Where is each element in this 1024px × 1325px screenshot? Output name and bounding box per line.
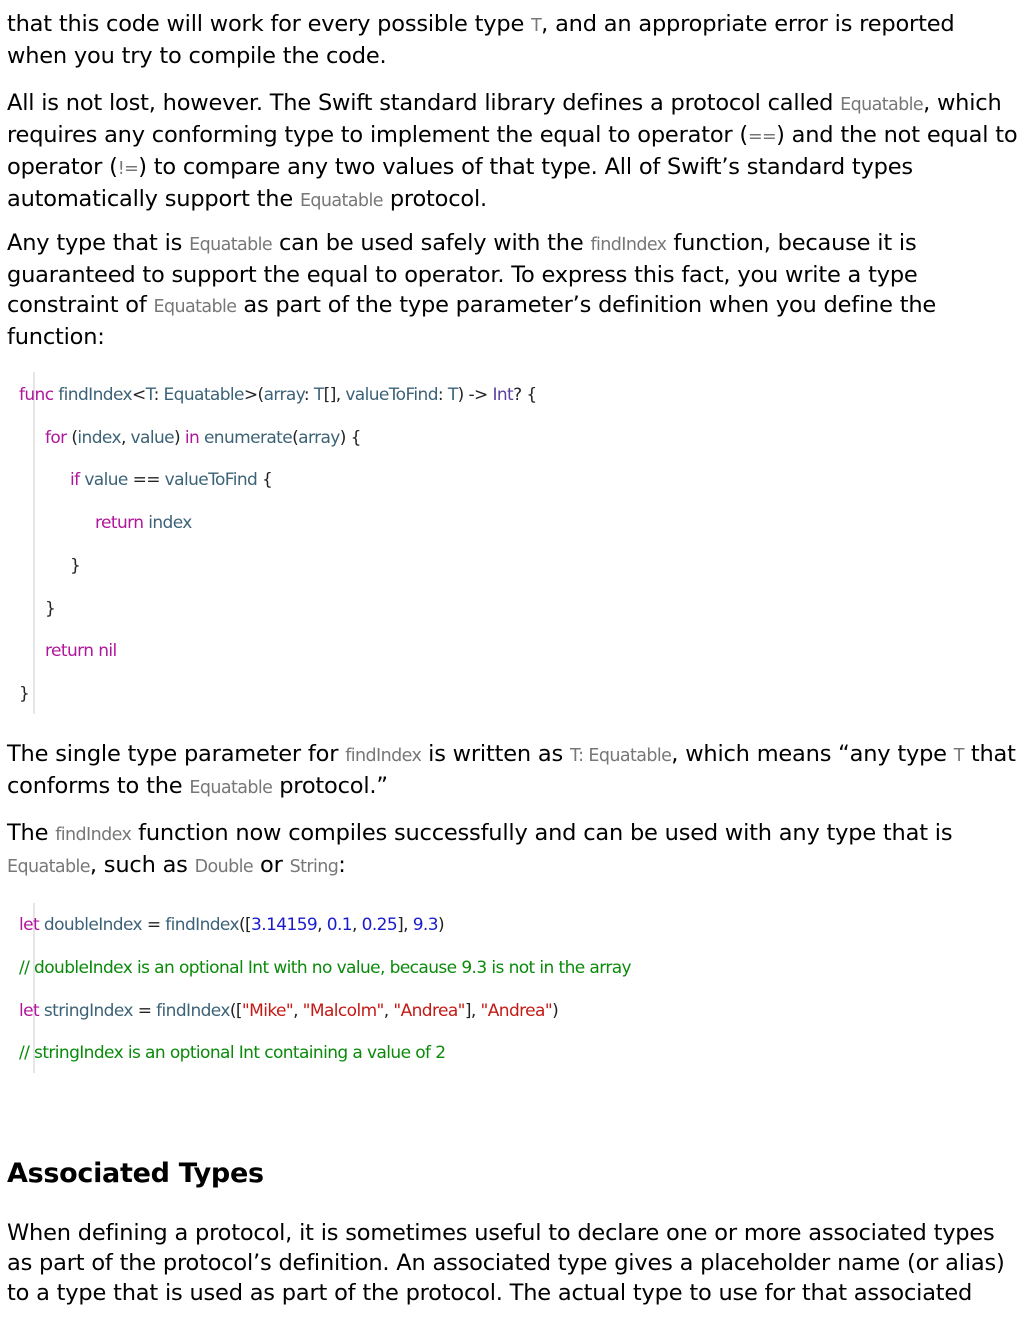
inline-code: Equatable (153, 297, 237, 317)
code-line: for (index, value) in enumerate(array) { (45, 428, 361, 448)
text: ) and the not equal to operator ( (7, 122, 1018, 180)
code-line: return index (95, 513, 192, 533)
code-comment: // doubleIndex is an optional Int with no value, because 9.3 is not in the array (19, 958, 631, 978)
paragraph-type-constraint (7, 228, 1019, 352)
code-line: } (45, 599, 56, 619)
inline-code: Equatable (189, 235, 273, 255)
code-line: if value == valueToFind { (70, 470, 273, 490)
text: The (7, 820, 56, 846)
paragraph-intro-end (7, 9, 1019, 71)
code-line: } (70, 556, 81, 576)
inline-code: Equatable (189, 778, 273, 798)
inline-code: T (531, 16, 542, 36)
code-line: let stringIndex = findIndex(["Mike", "Malcolm", "Andrea"], "Andrea") (19, 1001, 559, 1021)
inline-code: Double (194, 857, 254, 877)
inline-code: T (953, 746, 964, 766)
paragraph-equatable-protocol (7, 88, 1019, 216)
text: can be used safely with the (272, 230, 591, 256)
text: , and an appropriate error is reported when you try to compile the code. (7, 11, 955, 69)
text: Any type that is (7, 230, 190, 256)
text: as part of the type parameter’s definition when you define the function: (7, 292, 937, 350)
text: ) to compare any two values of that type. All of Swift’s standard types automatically support the (7, 154, 913, 212)
text: protocol. (382, 186, 487, 212)
code-line: return nil (45, 641, 117, 661)
text: , which means “any type (671, 741, 954, 767)
inline-code: Equatable (299, 191, 383, 211)
code-block-findindex (19, 372, 935, 714)
inline-code: T: Equatable (569, 746, 672, 766)
paragraph-type-parameter (7, 739, 1019, 803)
inline-code: Equatable (7, 857, 90, 877)
inline-code: != (117, 159, 139, 179)
text: All is not lost, however. The Swift standard library defines a protocol called (7, 90, 841, 116)
text: that conforms to the (7, 741, 1016, 799)
text: : (338, 852, 346, 878)
text: that this code will work for every possible type (7, 11, 532, 37)
inline-code: findIndex (590, 235, 667, 255)
code-comment: // stringIndex is an optional Int containing a value of 2 (19, 1043, 446, 1063)
text: is written as (421, 741, 570, 767)
inline-code: String (289, 857, 339, 877)
code-line: } (19, 684, 30, 704)
paragraph-compiles (7, 818, 1019, 882)
inline-code: Equatable (840, 95, 924, 115)
inline-code: == (747, 127, 777, 147)
text: , which requires any conforming type to implement the equal to operator ( (7, 90, 1002, 148)
text: , such as (89, 852, 195, 878)
paragraph-associated-types (7, 1218, 1019, 1308)
text: function, because it is guaranteed to support the equal to operator. To express this fact, you write a type constraint of (7, 230, 918, 318)
code-line: func findIndex<T: Equatable>(array: T[], valueToFind: T) -> Int? { (19, 385, 537, 405)
inline-code: findIndex (55, 825, 132, 845)
section-heading: Associated Types (7, 1158, 264, 1189)
text: protocol.” (272, 773, 388, 799)
code-line: let doubleIndex = findIndex([3.14159, 0.1, 0.25], 9.3) (19, 915, 445, 935)
text: function now compiles successfully and can be used with any type that is (131, 820, 953, 846)
text: or (253, 852, 290, 878)
text: The single type parameter for (7, 741, 346, 767)
text: When defining a protocol, it is sometimes useful to declare one or more associated types as part of the protocol’s definition. An associated type gives a placeholder name (or alias) to a type that is used as part of the protocol. The actual type to use for that associated (7, 1220, 1005, 1306)
inline-code: findIndex (345, 746, 422, 766)
code-block-examples (19, 903, 935, 1073)
